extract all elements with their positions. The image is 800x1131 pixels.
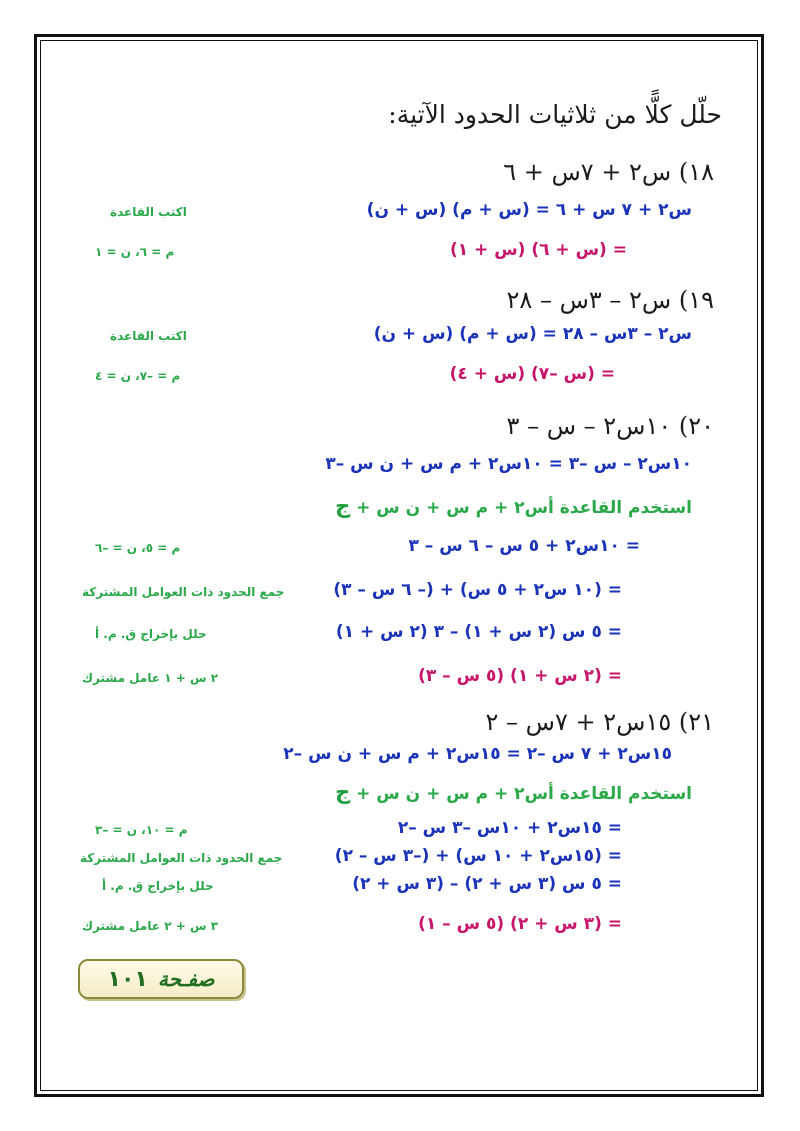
rule-constant-j: ج xyxy=(335,780,351,804)
problem-20-result: = (٢ س + ١) (٥ س – ٣) xyxy=(418,666,622,686)
problem-19-result: = (س –٧) (س + ٤) xyxy=(449,364,615,384)
exercise-heading: حلّل كلًّا من ثلاثيات الحدود الآتية: xyxy=(388,100,722,129)
problem-18-values: م = ٦، ن = ١ xyxy=(95,245,175,259)
problem-19-note: اكتب القاعدة xyxy=(110,329,187,343)
problem-18-note: اكتب القاعدة xyxy=(110,205,187,219)
page-border-inner xyxy=(40,40,758,1091)
rule-constant-j: ج xyxy=(335,494,351,518)
page-number-badge xyxy=(78,959,244,999)
problem-18-result: = (س + ٦) (س + ١) xyxy=(449,240,627,260)
problem-21-grouping-note: جمع الحدود ذات العوامل المشتركة xyxy=(80,851,283,865)
problem-19-label: ١٩) س٢ – ٣س – ٢٨ xyxy=(506,286,714,314)
problem-20-step-3: = ٥ س (٢ س + ١) – ٣ (٢ س + ١) xyxy=(335,622,622,642)
page-number: ١٠١ xyxy=(107,967,148,992)
problem-21-equation: ١٥س٢ + ٧ س –٢ = ١٥س٢ + م س + ن س –٢ xyxy=(283,744,672,764)
page-word: صفـحة xyxy=(157,967,215,991)
problem-20-rule: استخدم القاعدة أس٢ + م س + ن س + ج xyxy=(335,494,692,518)
problem-21-label: ٢١) ١٥س٢ + ٧س – ٢ xyxy=(485,708,714,736)
problem-21-step-1: = ١٥س٢ + ١٠س –٣ س –٢ xyxy=(397,818,622,838)
problem-20-grouping-note: جمع الحدود ذات العوامل المشتركة xyxy=(82,585,285,599)
problem-21-common-factor-note: ٣ س + ٢ عامل مشترك xyxy=(82,919,219,933)
problem-20-gcf-note: حلل بإخراج ق. م. أ xyxy=(95,627,207,641)
problem-20-label: ٢٠) ١٠س٢ – س – ٣ xyxy=(506,412,714,440)
problem-20-common-factor-note: ٢ س + ١ عامل مشترك xyxy=(82,671,219,685)
problem-18-label: ١٨) س٢ + ٧س + ٦ xyxy=(503,158,714,186)
problem-20-step-1: = ١٠س٢ + ٥ س – ٦ س – ٣ xyxy=(408,536,640,556)
problem-20-values: م = ٥، ن = –٦ xyxy=(95,541,181,555)
problem-21-values: م = ١٠، ن = –٣ xyxy=(95,823,188,837)
problem-19-equation: س٢ – ٣س – ٢٨ = (س + م) (س + ن) xyxy=(373,324,692,344)
problem-20-equation: ١٠س٢ – س –٣ = ١٠س٢ + م س + ن س –٣ xyxy=(325,454,692,474)
problem-21-result: = (٣ س + ٢) (٥ س – ١) xyxy=(418,914,622,934)
problem-20-step-2: = (١٠ س٢ + ٥ س) + (– ٦ س – ٣) xyxy=(333,580,622,600)
problem-21-step-3: = ٥ س (٣ س + ٢) – (٣ س + ٢) xyxy=(352,874,622,894)
problem-21-gcf-note: حلل بإخراج ق. م. أ xyxy=(102,879,214,893)
problem-21-rule: استخدم القاعدة أس٢ + م س + ن س + ج xyxy=(335,780,692,804)
problem-19-values: م = –٧، ن = ٤ xyxy=(95,369,181,383)
problem-21-step-2: = (١٥س٢ + ١٠ س) + (–٣ س – ٢) xyxy=(334,846,622,866)
problem-18-equation: س٢ + ٧ س + ٦ = (س + م) (س + ن) xyxy=(366,200,692,220)
